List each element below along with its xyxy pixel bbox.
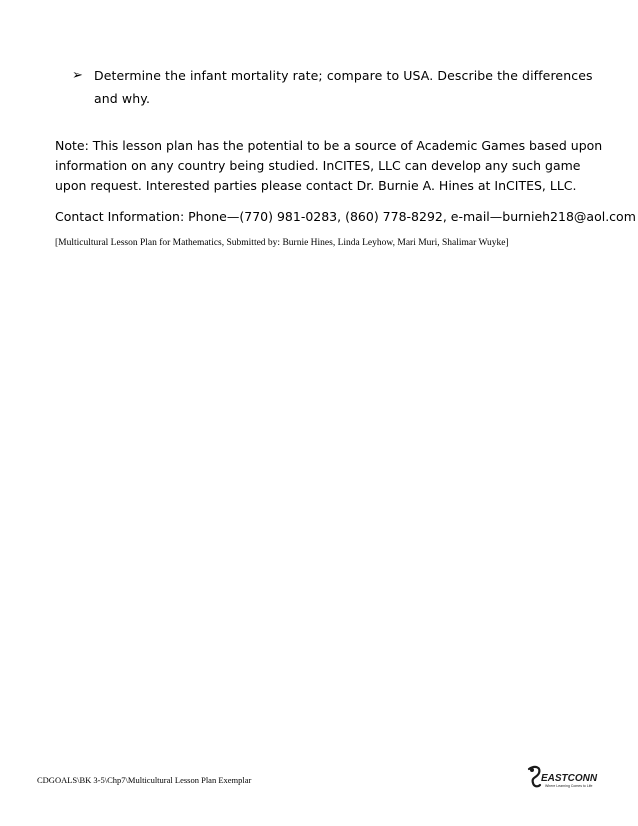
eastconn-logo-graphic	[527, 765, 598, 793]
bullet-item	[72, 64, 602, 110]
contact-information: Contact Information: Phone—(770) 981-0283, (860) 778-8292, e-mail—burnieh218@aol.com	[55, 209, 636, 224]
eastconn-logo	[527, 765, 598, 793]
footer-file-path: CDGOALS\BK 3-5\Chp7\Multicultural Lesson Plan Exemplar	[37, 775, 252, 785]
citation-line: [Multicultural Lesson Plan for Mathematics, Submitted by: Burnie Hines, Linda Leyhow, Mari Muri, Shalimar Wuyke]	[55, 238, 509, 248]
note-paragraph: Note: This lesson plan has the potential to be a source of Academic Games based upon information on any country being studied. InCITES, LLC can develop any such game upon request. Interested parties please contact Dr. Burnie A. Hines at InCITES, LLC.	[55, 138, 603, 193]
logo-tagline: Where Learning Comes to Life	[545, 784, 593, 788]
bullet-text: Determine the infant mortality rate; compare to USA. Describe the differences and why.	[94, 68, 593, 106]
arrow-bullet-icon: ➢	[72, 68, 83, 83]
logo-wordmark: EASTCONN	[541, 773, 598, 784]
